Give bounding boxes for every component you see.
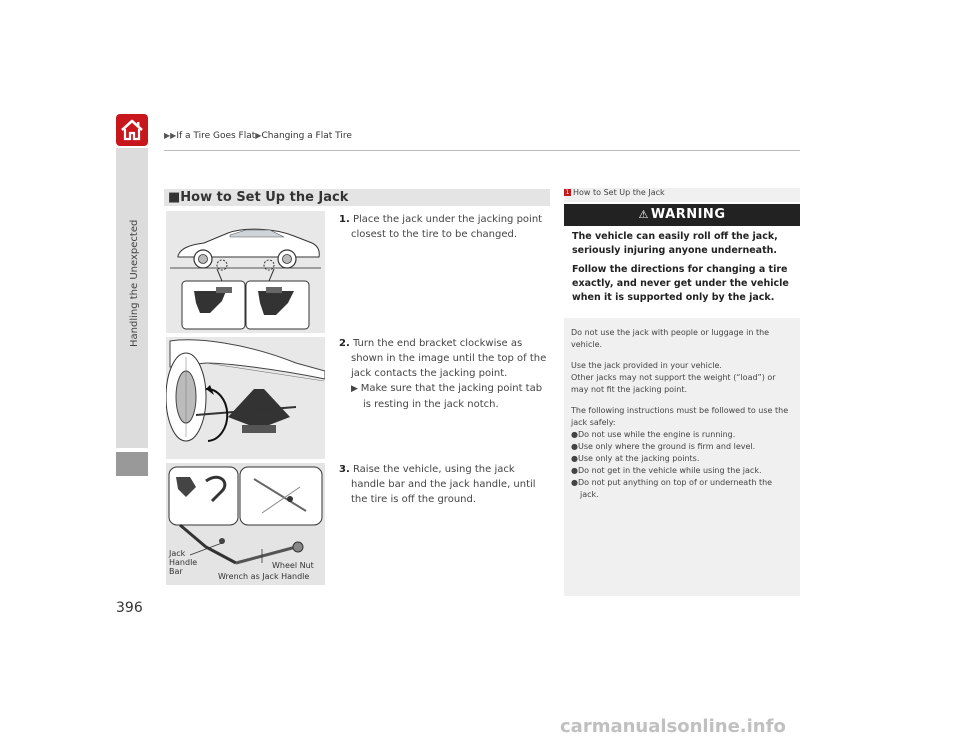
figure-jack-placement xyxy=(166,337,325,459)
arrow-bullet-icon: ▶ xyxy=(351,384,361,394)
sidebar-body: Do not use the jack with people or luggage in the vehicle. Use the jack provided in your vehicle. Other jacks may not support the weight (“load”) or may not fit the jacking point. The following instructions must be followed to use the jack safely: ●Do not use while the engine is running. ●Use only where the ground is firm and level. ●Use only at the jacking points. ●Do not get in the vehicle while using the jack. ●Do not put anything on top of or underneath the jack. xyxy=(571,327,793,501)
list-item: ●Use only at the jacking points. xyxy=(571,454,700,463)
step-2-note: ▶ Make sure that the jacking point tab is resting in the jack notch. xyxy=(351,383,543,410)
note-icon: 1 xyxy=(565,189,570,196)
breadcrumb-arrow-icon: ▶ xyxy=(255,131,262,140)
header-divider xyxy=(164,150,800,151)
warning-title: ⚠ WARNING xyxy=(638,207,726,222)
label-wheel-nut: Wheel Nut xyxy=(272,561,314,570)
step-1: 1. Place the jack under the jacking point closest to the tire to be changed. xyxy=(339,214,543,240)
label-jack-handle-bar: Jack Handle Bar xyxy=(169,549,198,576)
home-icon xyxy=(116,114,148,146)
watermark: carmanualsonline.info xyxy=(560,716,786,737)
breadcrumb-arrow-icon: ▶▶ xyxy=(164,131,177,140)
figure-jacking-points xyxy=(166,211,325,333)
chapter-tab-marker[interactable] xyxy=(116,452,148,476)
home-button[interactable] xyxy=(116,114,148,146)
safety-list xyxy=(571,429,793,501)
list-item: ●Do not get in the vehicle while using the jack. xyxy=(571,466,762,475)
sidebar-heading: 1 How to Set Up the Jack xyxy=(565,188,665,197)
step-2: 2. Turn the end bracket clockwise as shown in the image until the top of the jack contacts the jacking point. ▶ Make sure that the jacking point tab is resting in the jack notch. xyxy=(339,336,551,412)
page-number: 396 xyxy=(116,600,143,616)
label-wrench-as-handle: Wrench as Jack Handle xyxy=(218,572,310,581)
square-bullet-icon: ■ xyxy=(168,190,181,205)
list-item: ●Do not use while the engine is running. xyxy=(571,430,736,439)
figure-jack-handle xyxy=(166,463,325,585)
breadcrumb xyxy=(164,131,352,141)
chapter-label: Handling the Unexpected xyxy=(129,219,140,347)
step-3: 3. Raise the vehicle, using the jack handle bar and the jack handle, until the tire is off the ground. xyxy=(339,464,536,505)
list-item: ●Do not put anything on top of or underneath the jack. xyxy=(571,478,773,499)
breadcrumb-link-flat-tire[interactable]: If a Tire Goes Flat xyxy=(176,131,256,141)
warning-text: The vehicle can easily roll off the jack, seriously injuring anyone underneath. Follow the directions for changing a tire exactly, and never get under the vehicle when it is supported only by the jack. xyxy=(572,231,789,303)
breadcrumb-link-changing[interactable]: Changing a Flat Tire xyxy=(261,131,352,141)
warning-triangle-icon: ⚠ xyxy=(638,208,649,221)
list-item: ●Use only where the ground is firm and level. xyxy=(571,442,756,451)
section-title: ■How to Set Up the Jack xyxy=(168,190,349,205)
